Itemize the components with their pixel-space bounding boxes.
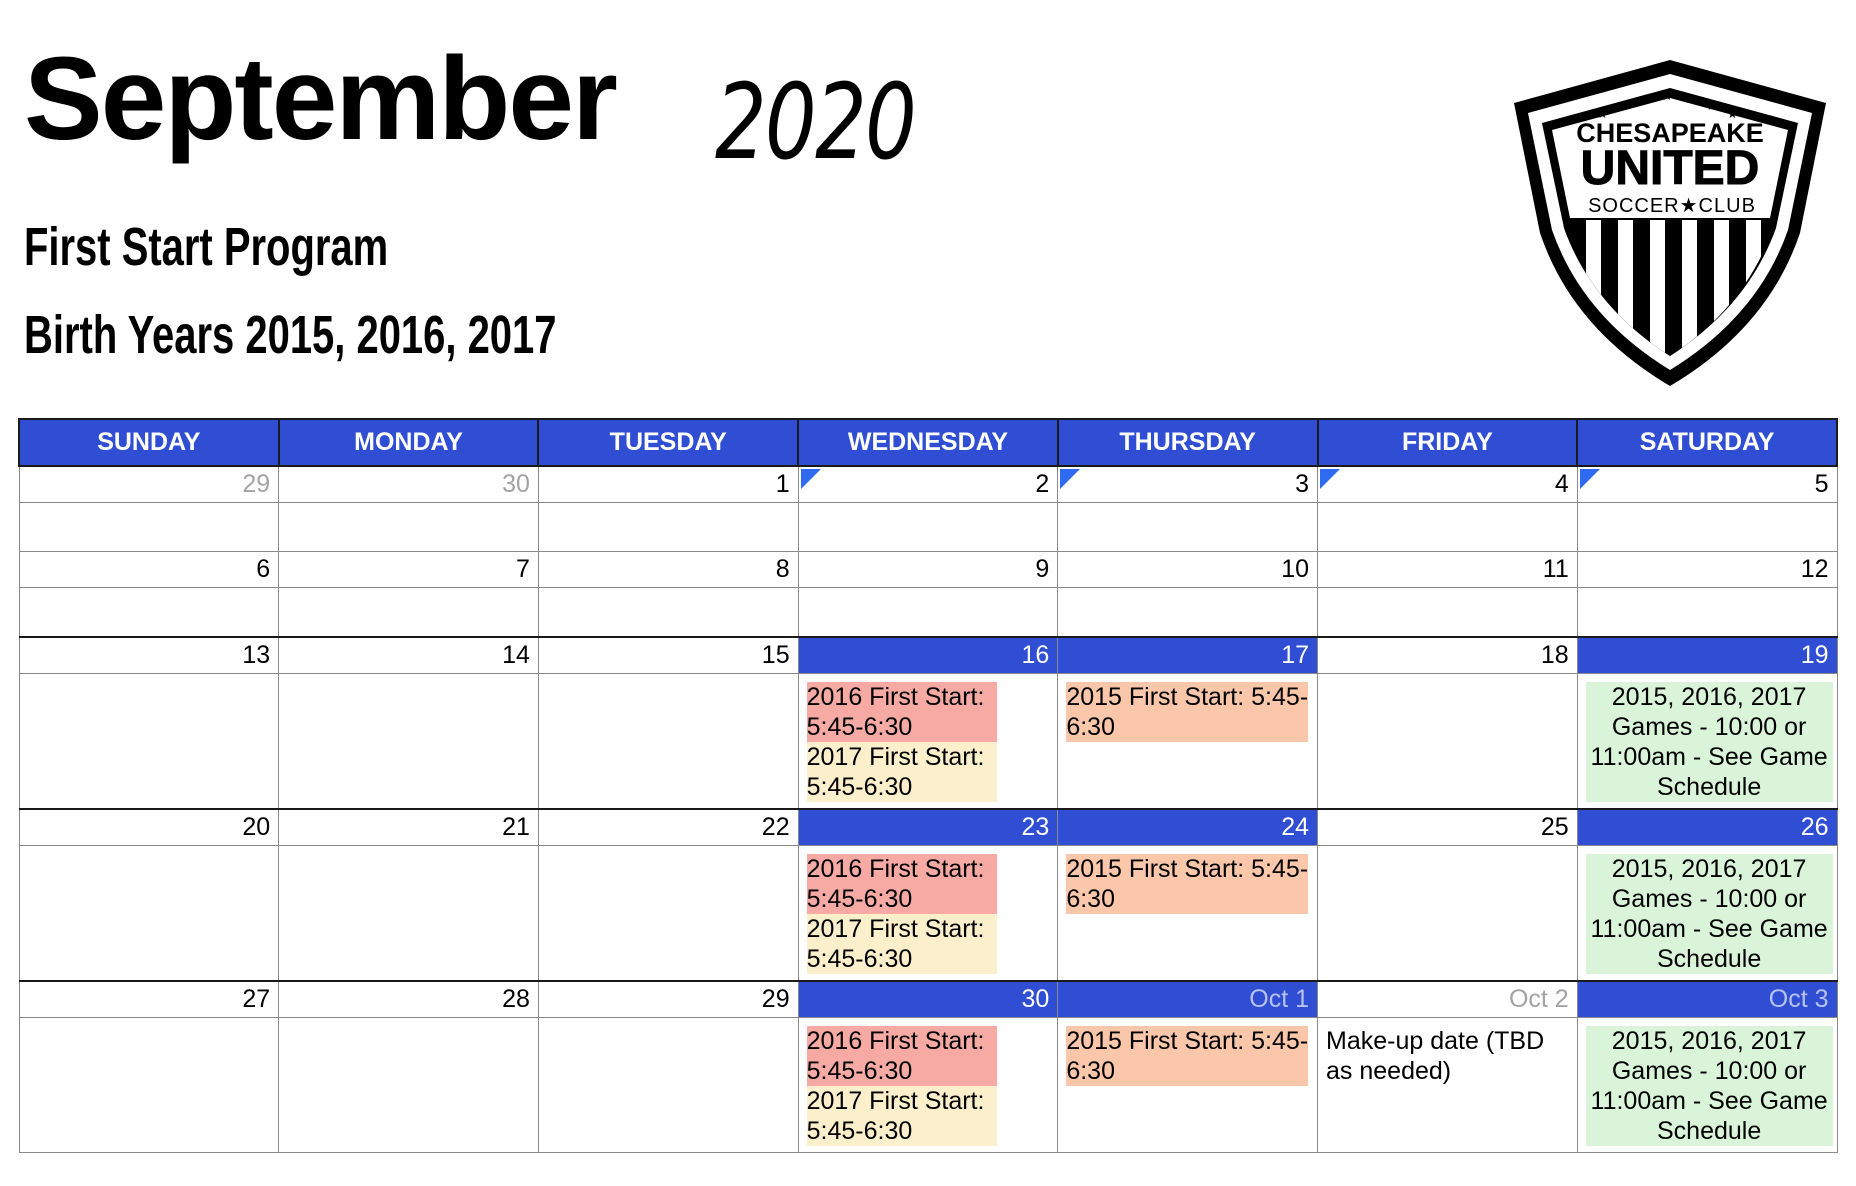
day-header-saturday: SATURDAY — [1577, 419, 1837, 466]
date-cell — [1318, 466, 1578, 503]
day-header-tuesday: TUESDAY — [538, 419, 798, 466]
date-cell: Oct 2 — [1318, 981, 1578, 1018]
day-header-sunday: SUNDAY — [19, 419, 279, 466]
event-cell — [1058, 1018, 1318, 1153]
event-cell — [1318, 503, 1578, 552]
event-cell — [19, 588, 279, 638]
event-games: 2015, 2016, 2017 Games - 10:00 or 11:00am - See Game Schedule — [1586, 854, 1833, 974]
svg-text:★: ★ — [1597, 107, 1608, 121]
event-cell — [19, 674, 279, 810]
svg-text:★: ★ — [1662, 89, 1673, 103]
date-cell-highlighted: 26 — [1577, 809, 1837, 846]
week-5-dates — [19, 981, 1837, 1018]
date-cell: 22 — [538, 809, 798, 846]
week-1-events — [19, 503, 1837, 552]
week-1-dates — [19, 466, 1837, 503]
event-cell — [538, 674, 798, 810]
date-cell: 20 — [19, 809, 279, 846]
event-cell — [279, 588, 539, 638]
svg-text:SOCCER★CLUB: SOCCER★CLUB — [1588, 195, 1756, 217]
event-cell — [1318, 846, 1578, 982]
date-cell-highlighted: 23 — [798, 809, 1058, 846]
date-cell: 29 — [538, 981, 798, 1018]
svg-text:★: ★ — [1684, 92, 1695, 106]
week-4-dates — [19, 809, 1837, 846]
comment-flag-icon — [1580, 469, 1600, 489]
date-number: 5 — [1814, 470, 1829, 498]
date-cell-highlighted: 16 — [798, 637, 1058, 674]
date-cell — [798, 466, 1058, 503]
date-cell: 28 — [279, 981, 539, 1018]
event-cell — [1318, 588, 1578, 638]
event-2016-first-start: 2016 First Start: 5:45-6:30 — [807, 682, 997, 742]
event-cell — [279, 503, 539, 552]
week-2-dates — [19, 552, 1837, 588]
date-cell: 9 — [798, 552, 1058, 588]
event-cell — [798, 588, 1058, 638]
event-2017-first-start: 2017 First Start: 5:45-6:30 — [807, 742, 997, 802]
event-cell — [19, 1018, 279, 1153]
comment-flag-icon — [1060, 469, 1080, 489]
event-makeup-date: Make-up date (TBD as needed) — [1326, 1027, 1545, 1085]
event-cell — [1318, 674, 1578, 810]
event-cell — [538, 503, 798, 552]
date-number: 1 — [775, 470, 790, 498]
date-cell: 27 — [19, 981, 279, 1018]
event-cell — [1577, 588, 1837, 638]
svg-text:★: ★ — [1727, 107, 1738, 121]
calendar-grid — [18, 418, 1838, 1153]
event-games: 2015, 2016, 2017 Games - 10:00 or 11:00am - See Game Schedule — [1586, 1026, 1833, 1146]
event-cell — [1058, 503, 1318, 552]
event-cell — [279, 674, 539, 810]
program-title: First Start Program — [24, 217, 389, 277]
date-cell: 11 — [1318, 552, 1578, 588]
week-3-events — [19, 674, 1837, 810]
date-cell: 18 — [1318, 637, 1578, 674]
week-4-events — [19, 846, 1837, 982]
event-cell — [19, 503, 279, 552]
date-cell: 29 — [19, 466, 279, 503]
birth-years-subtitle: Birth Years 2015, 2016, 2017 — [24, 305, 557, 365]
chesapeake-united-logo — [1500, 58, 1840, 388]
date-cell-highlighted: 24 — [1058, 809, 1318, 846]
event-2015-first-start: 2015 First Start: 5:45-6:30 — [1066, 683, 1309, 741]
svg-text:UNITED: UNITED — [1580, 142, 1760, 195]
event-cell — [798, 1018, 1058, 1153]
date-cell: 10 — [1058, 552, 1318, 588]
event-cell — [1058, 588, 1318, 638]
date-cell: 25 — [1318, 809, 1578, 846]
date-cell: 15 — [538, 637, 798, 674]
event-cell — [1318, 1018, 1578, 1153]
date-cell: 14 — [279, 637, 539, 674]
event-cell — [279, 846, 539, 982]
day-header-monday: MONDAY — [279, 419, 539, 466]
event-cell — [1577, 1018, 1837, 1153]
event-2015-first-start: 2015 First Start: 5:45-6:30 — [1066, 1027, 1309, 1085]
date-cell: 8 — [538, 552, 798, 588]
event-2016-first-start: 2016 First Start: 5:45-6:30 — [807, 1026, 997, 1086]
svg-text:★: ★ — [1706, 99, 1717, 113]
date-cell: 21 — [279, 809, 539, 846]
event-cell — [538, 846, 798, 982]
date-cell-highlighted: Oct 1 — [1058, 981, 1318, 1018]
date-cell — [538, 466, 798, 503]
event-cell — [19, 846, 279, 982]
svg-text:★: ★ — [1640, 92, 1651, 106]
day-header-friday: FRIDAY — [1318, 419, 1578, 466]
date-cell — [1577, 466, 1837, 503]
year-title: 2020 — [715, 61, 916, 183]
date-cell-highlighted: Oct 3 — [1577, 981, 1837, 1018]
event-cell — [1577, 674, 1837, 810]
comment-flag-icon — [1320, 469, 1340, 489]
date-cell: 12 — [1577, 552, 1837, 588]
date-cell: 7 — [279, 552, 539, 588]
event-2016-first-start: 2016 First Start: 5:45-6:30 — [807, 854, 997, 914]
event-cell — [1577, 846, 1837, 982]
day-header-wednesday: WEDNESDAY — [798, 419, 1058, 466]
svg-text:CHESAPEAKE: CHESAPEAKE — [1576, 118, 1764, 148]
svg-text:★: ★ — [1618, 99, 1629, 113]
event-cell — [1058, 674, 1318, 810]
day-header-thursday: THURSDAY — [1058, 419, 1318, 466]
event-cell — [1577, 503, 1837, 552]
event-2017-first-start: 2017 First Start: 5:45-6:30 — [807, 1086, 997, 1146]
date-cell: 6 — [19, 552, 279, 588]
event-2015-first-start: 2015 First Start: 5:45-6:30 — [1066, 855, 1309, 913]
week-5-events — [19, 1018, 1837, 1153]
week-2-events — [19, 588, 1837, 638]
date-cell: 30 — [279, 466, 539, 503]
date-number: 2 — [1035, 470, 1050, 498]
event-cell — [798, 846, 1058, 982]
event-cell — [538, 588, 798, 638]
event-cell — [538, 1018, 798, 1153]
date-cell-highlighted: 17 — [1058, 637, 1318, 674]
week-3-dates — [19, 637, 1837, 674]
event-cell — [1058, 846, 1318, 982]
month-title: September — [24, 33, 616, 165]
date-number: 3 — [1295, 470, 1310, 498]
date-number: 4 — [1554, 470, 1569, 498]
event-cell — [798, 503, 1058, 552]
date-cell-highlighted: 30 — [798, 981, 1058, 1018]
event-2017-first-start: 2017 First Start: 5:45-6:30 — [807, 914, 997, 974]
comment-flag-icon — [801, 469, 821, 489]
event-cell — [798, 674, 1058, 810]
date-cell — [1058, 466, 1318, 503]
event-cell — [279, 1018, 539, 1153]
date-cell-highlighted: 19 — [1577, 637, 1837, 674]
date-cell: 13 — [19, 637, 279, 674]
event-games: 2015, 2016, 2017 Games - 10:00 or 11:00am - See Game Schedule — [1586, 682, 1833, 802]
